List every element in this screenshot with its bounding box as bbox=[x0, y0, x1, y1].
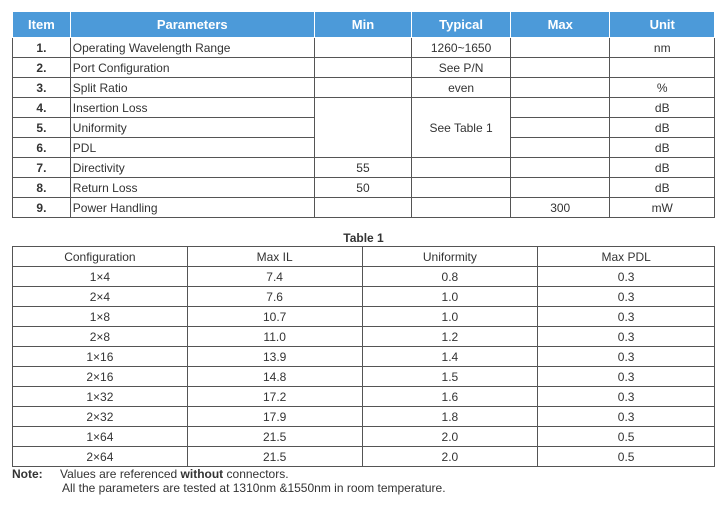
note-line-1 bbox=[12, 467, 446, 481]
header-typical: Typical bbox=[412, 12, 511, 38]
spec-param: Directivity bbox=[70, 158, 314, 178]
spec-typical bbox=[412, 178, 511, 198]
cfg-uniformity: 1.0 bbox=[362, 307, 538, 327]
cfg-max-pdl: 0.3 bbox=[538, 367, 715, 387]
cfg-max-il: 10.7 bbox=[187, 307, 362, 327]
cfg-configuration: 2×64 bbox=[13, 447, 188, 467]
spec-row bbox=[13, 38, 715, 58]
cfg-header-row bbox=[13, 247, 715, 267]
header-max-il: Max IL bbox=[187, 247, 362, 267]
cfg-configuration: 2×16 bbox=[13, 367, 188, 387]
cfg-uniformity: 0.8 bbox=[362, 267, 538, 287]
note-text-post: connectors. bbox=[226, 467, 289, 481]
cfg-uniformity: 1.0 bbox=[362, 287, 538, 307]
spec-unit: dB bbox=[610, 178, 715, 198]
cfg-configuration: 1×16 bbox=[13, 347, 188, 367]
cfg-configuration: 2×8 bbox=[13, 327, 188, 347]
cfg-configuration: 1×8 bbox=[13, 307, 188, 327]
spec-row bbox=[13, 58, 715, 78]
spec-max bbox=[510, 58, 610, 78]
cfg-max-pdl: 0.3 bbox=[538, 267, 715, 287]
cfg-row bbox=[13, 367, 715, 387]
spec-unit: dB bbox=[610, 118, 715, 138]
note-text-bold: without bbox=[180, 467, 224, 481]
cfg-uniformity: 1.2 bbox=[362, 327, 538, 347]
spec-min bbox=[314, 38, 412, 58]
table1-caption: Table 1 bbox=[343, 231, 384, 245]
cfg-uniformity: 2.0 bbox=[362, 427, 538, 447]
cfg-row bbox=[13, 407, 715, 427]
header-item: Item bbox=[13, 12, 71, 38]
header-parameters: Parameters bbox=[70, 12, 314, 38]
header-configuration: Configuration bbox=[13, 247, 188, 267]
spec-typical: even bbox=[412, 78, 511, 98]
spec-unit: mW bbox=[610, 198, 715, 218]
note-text-pre: Values are referenced bbox=[60, 467, 178, 481]
cfg-row bbox=[13, 287, 715, 307]
spec-param: Return Loss bbox=[70, 178, 314, 198]
spec-item: 7. bbox=[13, 158, 71, 178]
cfg-max-pdl: 0.5 bbox=[538, 427, 715, 447]
note-block bbox=[12, 467, 446, 495]
cfg-row bbox=[13, 327, 715, 347]
spec-table bbox=[12, 11, 715, 218]
header-max: Max bbox=[510, 12, 610, 38]
cfg-uniformity: 2.0 bbox=[362, 447, 538, 467]
cfg-row bbox=[13, 347, 715, 367]
note-label: Note: bbox=[12, 467, 43, 481]
cfg-max-pdl: 0.3 bbox=[538, 287, 715, 307]
spec-max bbox=[510, 178, 610, 198]
spec-row bbox=[13, 98, 715, 118]
header-uniformity: Uniformity bbox=[362, 247, 538, 267]
spec-unit: dB bbox=[610, 158, 715, 178]
header-max-pdl: Max PDL bbox=[538, 247, 715, 267]
spec-min-merged bbox=[314, 98, 412, 158]
cfg-configuration: 1×64 bbox=[13, 427, 188, 447]
cfg-max-pdl: 0.3 bbox=[538, 307, 715, 327]
spec-param: Power Handling bbox=[70, 198, 314, 218]
spec-typical-merged: See Table 1 bbox=[412, 98, 511, 158]
cfg-max-il: 21.5 bbox=[187, 447, 362, 467]
spec-unit: dB bbox=[610, 138, 715, 158]
cfg-max-il: 21.5 bbox=[187, 427, 362, 447]
cfg-uniformity: 1.5 bbox=[362, 367, 538, 387]
cfg-configuration: 1×32 bbox=[13, 387, 188, 407]
spec-param: Operating Wavelength Range bbox=[70, 38, 314, 58]
spec-min bbox=[314, 78, 412, 98]
spec-param: Split Ratio bbox=[70, 78, 314, 98]
spec-row bbox=[13, 178, 715, 198]
spec-typical bbox=[412, 158, 511, 178]
cfg-max-il: 14.8 bbox=[187, 367, 362, 387]
cfg-max-il: 7.6 bbox=[187, 287, 362, 307]
spec-max bbox=[510, 38, 610, 58]
spec-max bbox=[510, 98, 610, 118]
cfg-max-pdl: 0.3 bbox=[538, 347, 715, 367]
cfg-row bbox=[13, 447, 715, 467]
spec-min: 55 bbox=[314, 158, 412, 178]
configuration-table bbox=[12, 246, 715, 467]
cfg-row bbox=[13, 307, 715, 327]
cfg-row bbox=[13, 267, 715, 287]
spec-item: 5. bbox=[13, 118, 71, 138]
cfg-max-pdl: 0.3 bbox=[538, 327, 715, 347]
spec-row bbox=[13, 78, 715, 98]
spec-item: 2. bbox=[13, 58, 71, 78]
spec-typical: 1260~1650 bbox=[412, 38, 511, 58]
cfg-configuration: 1×4 bbox=[13, 267, 188, 287]
spec-param: Port Configuration bbox=[70, 58, 314, 78]
spec-unit: % bbox=[610, 78, 715, 98]
cfg-uniformity: 1.6 bbox=[362, 387, 538, 407]
spec-row bbox=[13, 198, 715, 218]
spec-max bbox=[510, 78, 610, 98]
cfg-max-pdl: 0.3 bbox=[538, 407, 715, 427]
spec-row bbox=[13, 158, 715, 178]
cfg-row bbox=[13, 387, 715, 407]
spec-max: 300 bbox=[510, 198, 610, 218]
note-line-2: All the parameters are tested at 1310nm &1550nm in room temperature. bbox=[62, 481, 446, 495]
spec-typical bbox=[412, 198, 511, 218]
cfg-body bbox=[13, 267, 715, 467]
cfg-max-pdl: 0.5 bbox=[538, 447, 715, 467]
cfg-uniformity: 1.4 bbox=[362, 347, 538, 367]
cfg-row bbox=[13, 427, 715, 447]
spec-param: Uniformity bbox=[70, 118, 314, 138]
spec-min bbox=[314, 198, 412, 218]
spec-header-row bbox=[13, 12, 715, 38]
spec-item: 3. bbox=[13, 78, 71, 98]
cfg-max-il: 11.0 bbox=[187, 327, 362, 347]
spec-typical: See P/N bbox=[412, 58, 511, 78]
spec-max bbox=[510, 118, 610, 138]
cfg-uniformity: 1.8 bbox=[362, 407, 538, 427]
spec-min: 50 bbox=[314, 178, 412, 198]
spec-param: PDL bbox=[70, 138, 314, 158]
spec-item: 4. bbox=[13, 98, 71, 118]
cfg-max-il: 17.2 bbox=[187, 387, 362, 407]
cfg-configuration: 2×4 bbox=[13, 287, 188, 307]
spec-item: 1. bbox=[13, 38, 71, 58]
cfg-max-il: 13.9 bbox=[187, 347, 362, 367]
cfg-max-il: 7.4 bbox=[187, 267, 362, 287]
spec-unit bbox=[610, 58, 715, 78]
spec-max bbox=[510, 158, 610, 178]
spec-max bbox=[510, 138, 610, 158]
header-min: Min bbox=[314, 12, 412, 38]
cfg-max-pdl: 0.3 bbox=[538, 387, 715, 407]
cfg-max-il: 17.9 bbox=[187, 407, 362, 427]
cfg-configuration: 2×32 bbox=[13, 407, 188, 427]
spec-item: 6. bbox=[13, 138, 71, 158]
spec-param: Insertion Loss bbox=[70, 98, 314, 118]
header-unit: Unit bbox=[610, 12, 715, 38]
spec-item: 9. bbox=[13, 198, 71, 218]
spec-unit: dB bbox=[610, 98, 715, 118]
spec-unit: nm bbox=[610, 38, 715, 58]
spec-item: 8. bbox=[13, 178, 71, 198]
spec-min bbox=[314, 58, 412, 78]
